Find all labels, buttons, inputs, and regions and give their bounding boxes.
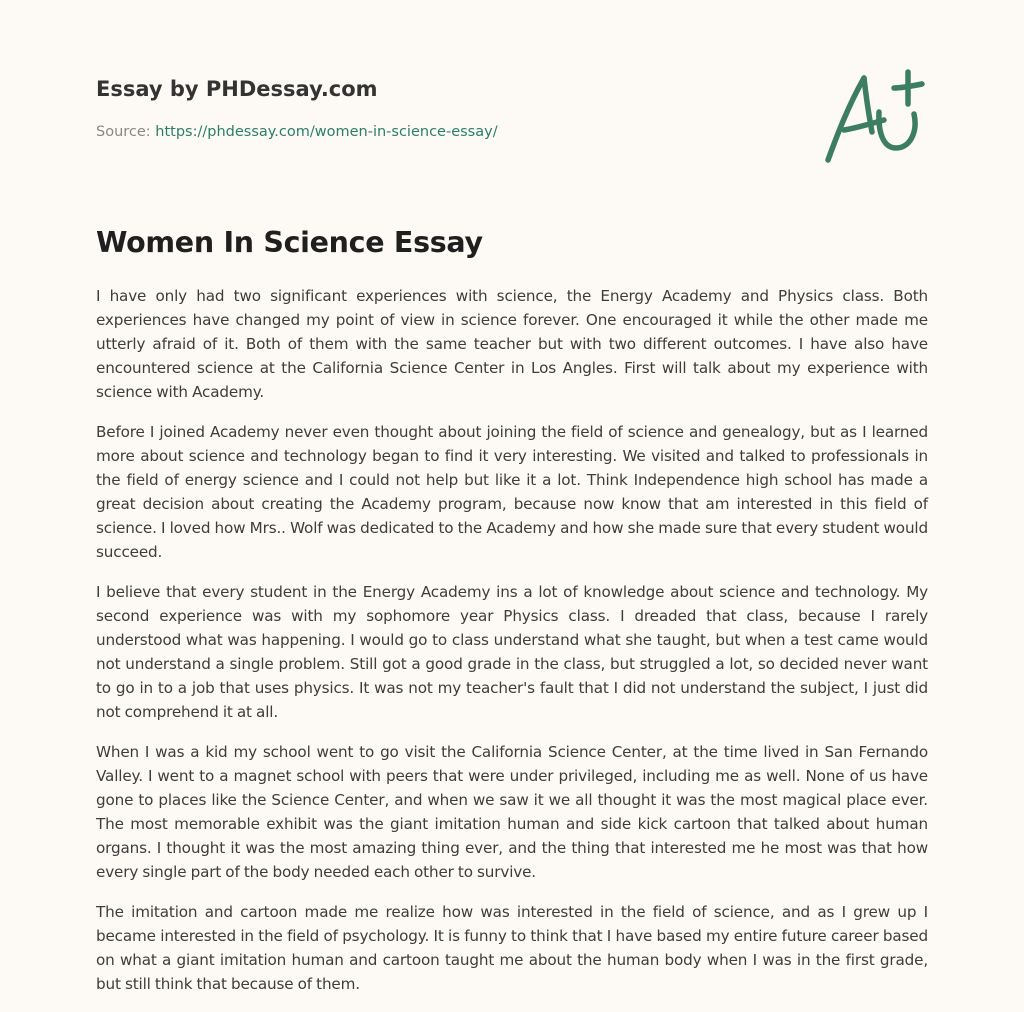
essay-paragraph: Before I joined Academy never even thought about joining the field of science and genealogy, but as I learned more about science and technology began to find it very interesting. We visited and talked to professionals in the field of energy science and I could not help but like it a lot. Think Independence high school has made a great decision about creating the Academy program, because now know that am interested in this field of science. I loved how Mrs.. Wolf was dedicated to the Academy and how she made sure that every student would succeed. xyxy=(96,423,928,561)
essay-title: Women In Science Essay xyxy=(96,226,483,259)
essay-paragraph: The imitation and cartoon made me realize how was interested in the field of science, and as I grew up I became interested in the field of psychology. It is funny to think that I have based my entire future career based on what a giant imitation human and cartoon taught me about the human body when I was in the first grade, but still think that because of them. xyxy=(96,903,928,993)
brand-title: Essay by PHDessay.com xyxy=(96,77,378,101)
essay-page xyxy=(96,0,928,993)
source-link[interactable]: https://phdessay.com/women-in-science-essay/ xyxy=(155,124,498,140)
essay-paragraph: I have only had two significant experiences with science, the Energy Academy and Physics class. Both experiences have changed my point of view in science forever. One encouraged it while the other made me utterly afraid of it. Both of them with the same teacher but with two different outcomes. I have also have encountered science at the California Science Center in Los Angles. First will talk about my experience with science with Academy. xyxy=(96,287,928,401)
source-line xyxy=(96,124,498,140)
essay-paragraph: When I was a kid my school went to go visit the California Science Center, at the time lived in San Fernando Valley. I went to a magnet school with peers that were under privileged, including me as well. None of us have gone to places like the Science Center, and when we saw it we all thought it was the most magical place ever. The most memorable exhibit was the giant imitation human and side kick cartoon that talked about human organs. I thought it was the most amazing thing ever, and the thing that interested me he most was that how every single part of the body needed each other to survive. xyxy=(96,743,928,881)
essay-paragraph: I believe that every student in the Energy Academy ins a lot of knowledge about science and technology. My second experience was with my sophomore year Physics class. I dreaded that class, because I rarely understood what was happening. I would go to class understand what she taught, but when a test came would not understand a single problem. Still got a good grade in the class, but struggled a lot, so decided never want to go in to a job that uses physics. It was not my teacher's fault that I did not understand the subject, I just did not comprehend it at all. xyxy=(96,583,928,721)
page-header xyxy=(96,0,928,200)
essay-body xyxy=(96,284,928,1012)
source-label: Source: xyxy=(96,124,156,140)
a-plus-grade-icon xyxy=(822,66,926,166)
